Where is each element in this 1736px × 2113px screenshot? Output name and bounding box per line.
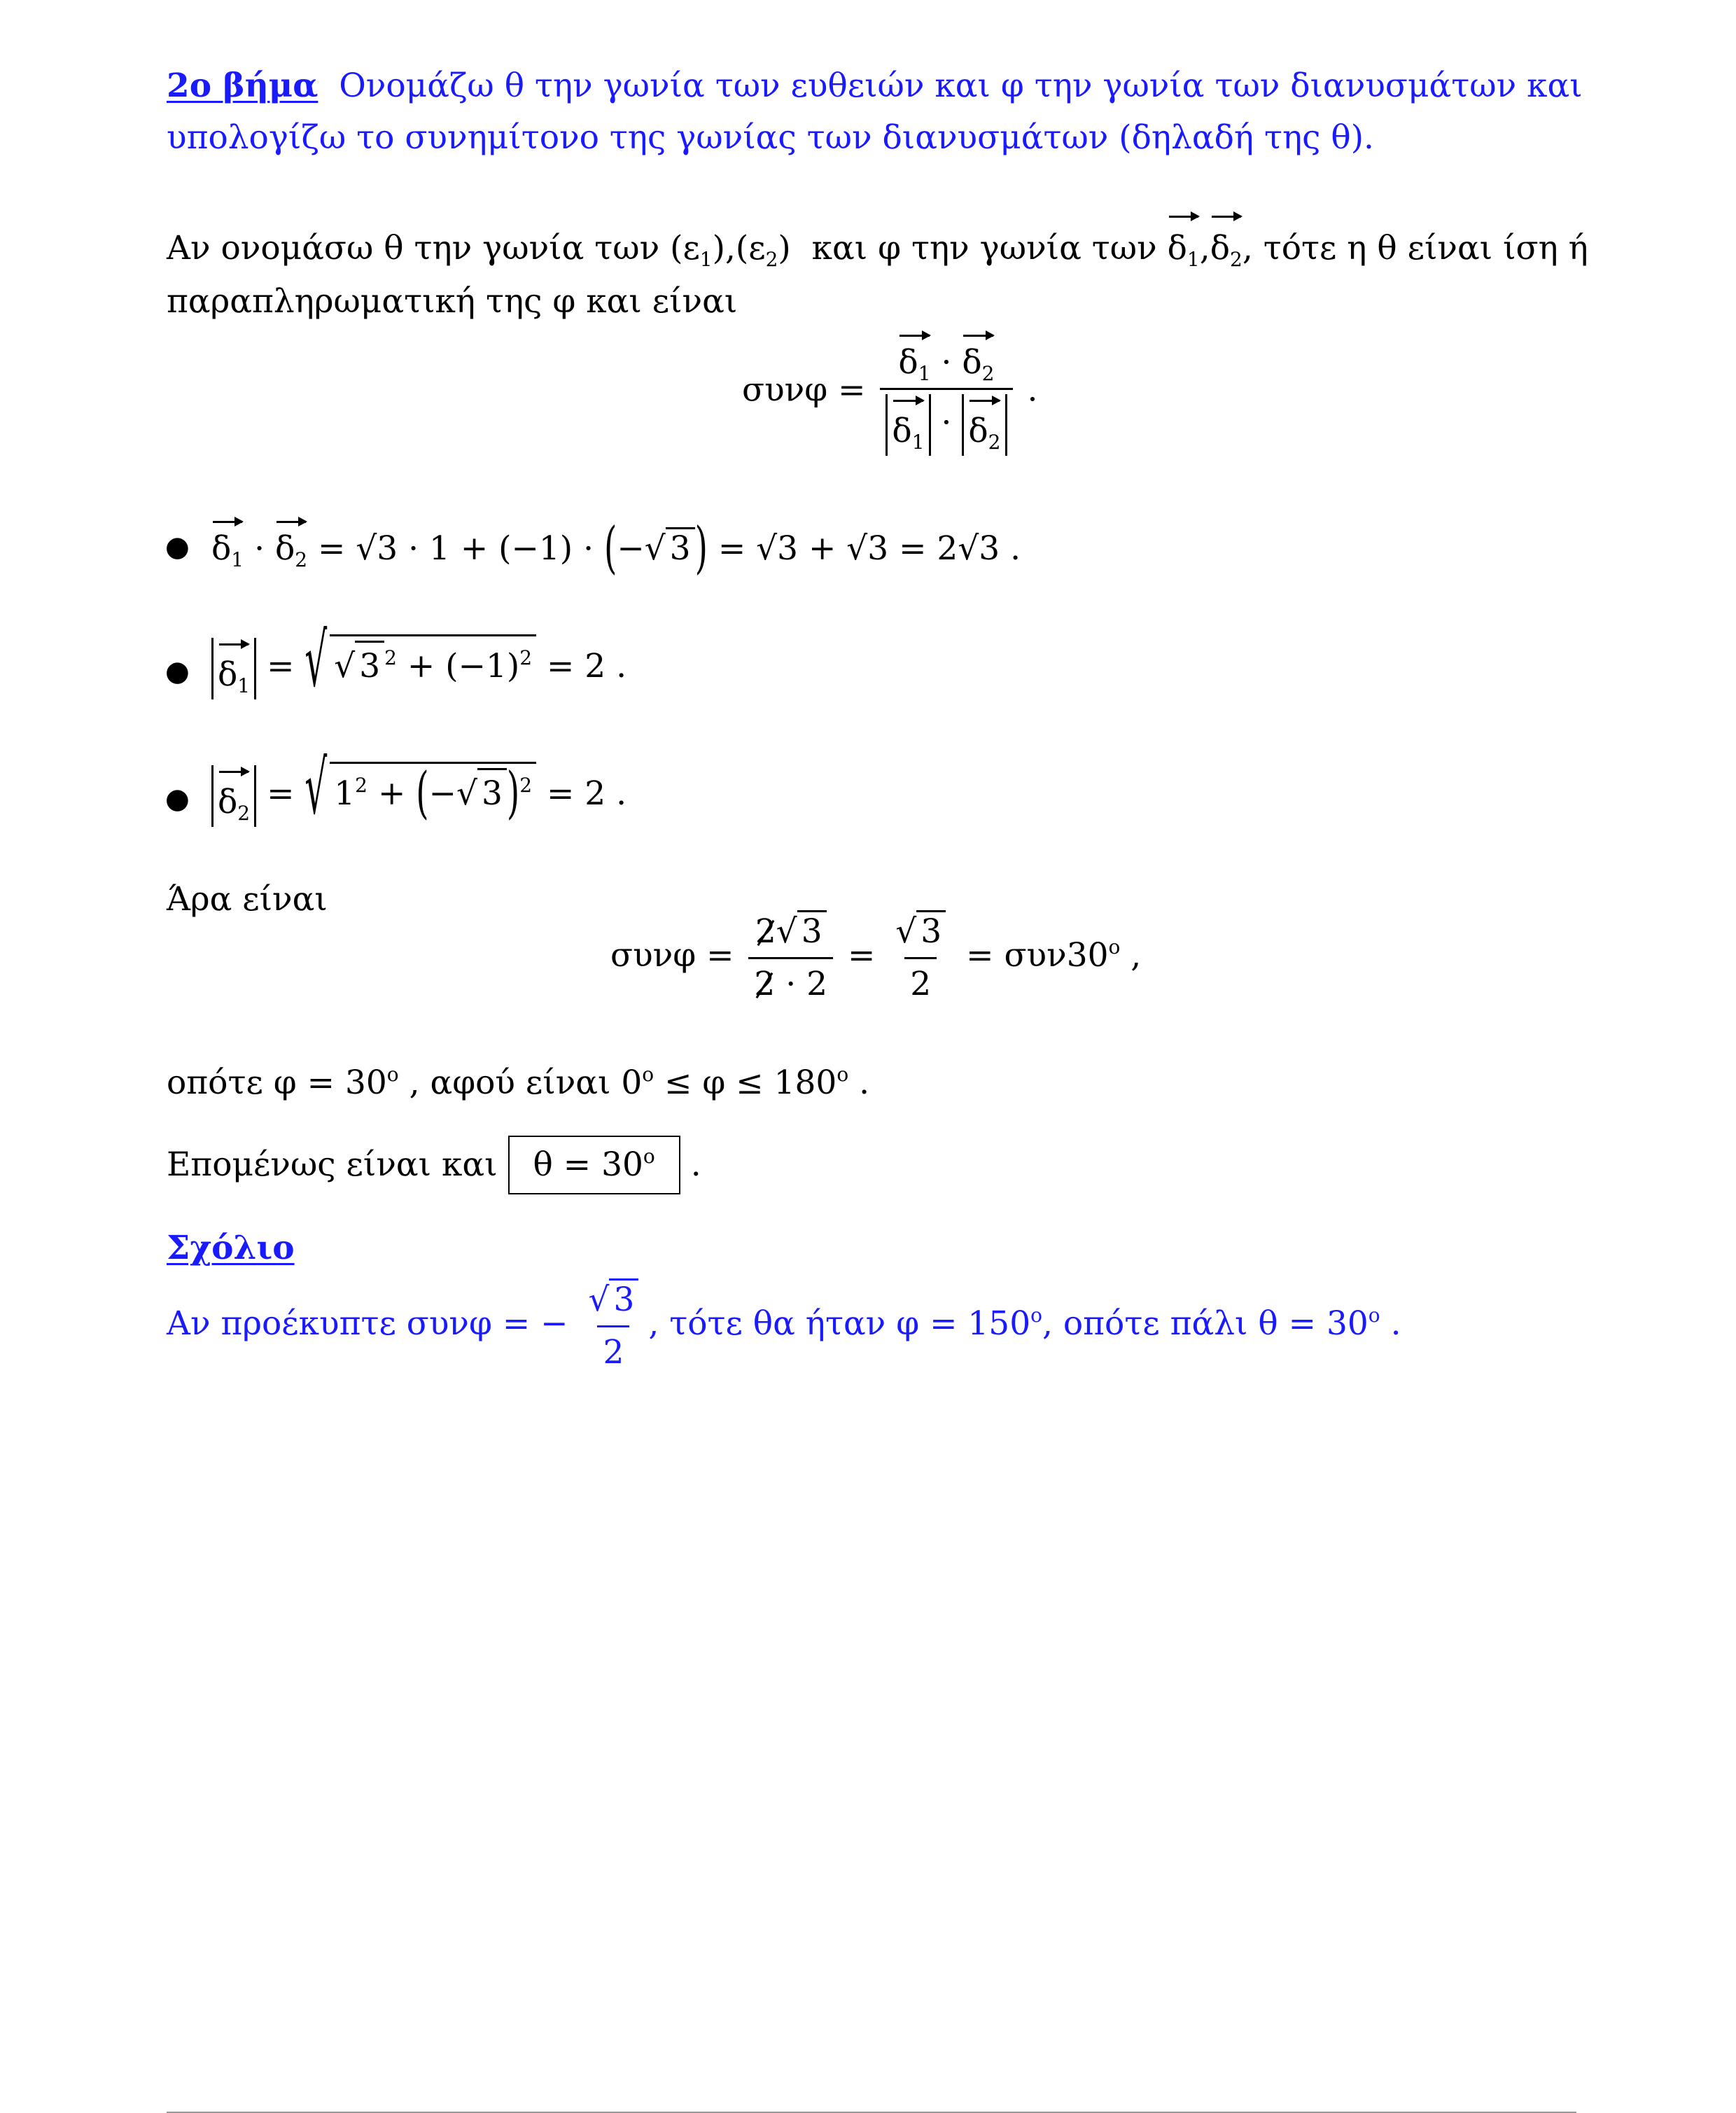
opote-text: οπότε [167,1064,263,1102]
alt-theta: θ = 30 [1258,1304,1368,1343]
norm1-rest: + (−1) [407,647,520,685]
dot-result: = √3 + √3 = 2√3 . [718,529,1021,568]
phi-line: οπότε $\varphi = 30^o$ , αφού είναι $0^o \le \varphi \le 180^o$ . [167,1063,870,1102]
dot-expr: = √3 · 1 + (−1) · [318,529,594,568]
step-paragraph [167,60,1583,164]
bullet-dot: ● [165,531,190,563]
scholio-a: Αν προέκυπτε συνφ = − [167,1304,568,1343]
norm2-result: = 2 . [546,774,627,813]
degree-mark: ο [386,1063,399,1086]
scholio-title-text: Σχόλιο [167,1229,295,1267]
alt-phi: φ = 150 [896,1304,1031,1343]
intro-text-3: , τότε η θ είναι ίση ή [1242,229,1588,267]
conclusion-line: Επομένως είναι και $\theta = 30^o$ . [167,1136,701,1194]
cos-val: = συν30 [966,936,1109,975]
step-label: 2ο βήμα [167,67,318,105]
scholio-line: Αν προέκυπτε συνφ = − $\frac{√ 3}{2}$ , τότε θα ήταν $\varphi = 150^o$, οπότε πάλι $\theta = 30^o$ . [167,1278,1401,1374]
intro-line1 [167,210,1588,274]
phi-range-a: , αφού είναι 0 [409,1064,643,1102]
phi-eq: φ = 30 [273,1064,387,1102]
intro-text-2: και φ την γωνία των [811,229,1157,267]
cos-lhs-2: συνφ = [610,936,734,975]
step-line1: Ονομάζω θ την γωνία των ευθειών και φ την γωνία των διανυσμάτων και [339,67,1583,105]
cos-value-fraction: $\frac{2√ 3}{2 \cdot 2}$ [748,910,833,1005]
degree-mark: ο [642,1063,654,1086]
cos-value-line: συνφ = $\frac{2√ 3}{2 \cdot 2}$ = $\frac{√ 3}{2}$ = $\sigma\upsilon\nu 30^o$ , [610,910,1141,1005]
ara-text: Άρα είναι [167,880,328,919]
cos-fraction: $\frac{\delta_1 \cdot \delta_2}{\delta_1 \cdot \delta_2}$ [880,329,1012,456]
scholio-title [167,1222,295,1274]
degree-mark: ο [1368,1304,1380,1327]
degree-mark: ο [1108,935,1121,958]
norm1-line: $\delta_1$ = √ √ 3 $^2 + (-1)^2 = 2$ . [211,634,626,699]
theta-box-value: θ = 30 [533,1145,643,1184]
degree-mark: ο [1030,1304,1042,1327]
bullet-norm1: ● [165,655,190,688]
scholio-b: , τότε θα ήταν [648,1304,886,1343]
scholio-fraction: $\frac{√ 3}{2}$ [582,1278,644,1374]
cos-formula: συνφ = $\frac{\delta_1 \cdot \delta_2}{\delta_1 \cdot \delta_2}$ . [742,329,1037,456]
degree-mark: ο [643,1145,655,1168]
sqrt3-over-2: $\frac{√ 3}{2}$ [890,910,951,1005]
vectors-symbol: $\delta_1,\delta_2$ [1168,229,1242,267]
scholio-c: , οπότε πάλι [1042,1304,1248,1343]
dot-product-line: $\delta_1 \cdot \delta_2 = √3 \cdot 1 + (-1)$ · (−√ 3 ) = √3 + √3 = 2√3 . [211,515,1021,581]
epomenos-text: Επομένως είναι και [167,1145,498,1184]
cos-lhs: συνφ = [742,370,866,410]
theta-box [508,1136,680,1194]
intro-line2: παραπληρωματική της φ και είναι [167,282,738,321]
intro-text-1: Αν ονομάσω θ την γωνία των [167,229,660,267]
lines-symbol: $(\varepsilon_1),(\varepsilon_2)$ [670,229,791,271]
norm1-result: = 2 . [546,647,627,685]
norm2-line: $\delta_2$ = √ $1^2$ + (−√ 3 )$^2$ = 2 . [211,762,626,827]
bullet-norm2: ● [165,783,190,815]
degree-mark: ο [836,1063,849,1086]
phi-range-b: ≤ φ ≤ 180 [664,1064,837,1102]
step-line2: υπολογίζω το συνημίτονο της γωνίας των διανυσμάτων (δηλαδή της θ). [167,118,1375,157]
